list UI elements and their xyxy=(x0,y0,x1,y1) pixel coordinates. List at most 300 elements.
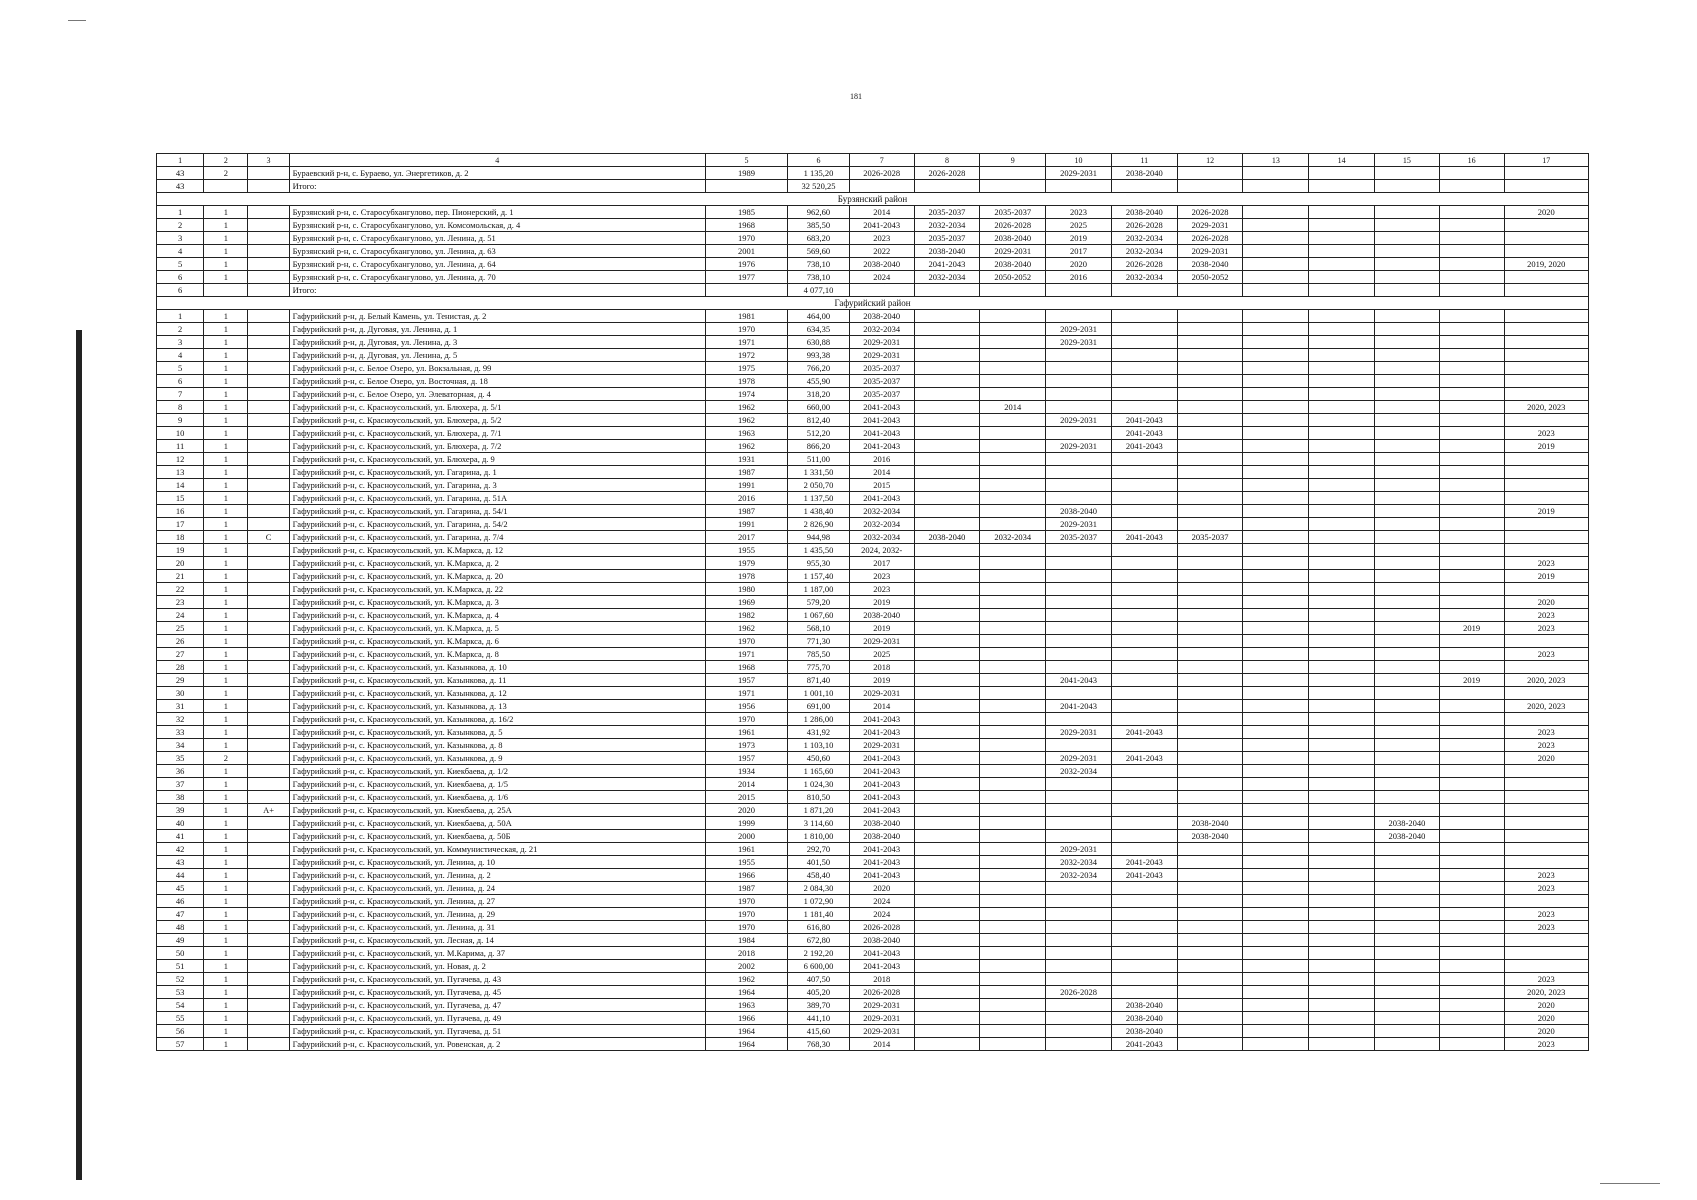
table-cell xyxy=(1243,856,1309,869)
table-cell xyxy=(1375,388,1440,401)
address-cell: Гафурийский р-н, с. Красноусольский, ул. Киекбаева, д. 50Б xyxy=(289,830,705,843)
table-cell xyxy=(1504,804,1588,817)
table-cell xyxy=(1111,713,1177,726)
table-cell xyxy=(1309,583,1375,596)
table-row xyxy=(157,648,1589,661)
table-cell: 20 xyxy=(157,557,204,570)
table-cell: 2029-2031 xyxy=(1177,219,1243,232)
table-cell xyxy=(1504,895,1588,908)
table-cell xyxy=(1243,531,1309,544)
table-cell: 27 xyxy=(157,648,204,661)
table-cell xyxy=(1309,856,1375,869)
table-cell: 2041-2043 xyxy=(849,713,914,726)
table-cell: 1 xyxy=(204,1012,248,1025)
table-cell xyxy=(1177,453,1243,466)
table-cell xyxy=(980,765,1046,778)
table-cell xyxy=(1504,219,1588,232)
table-cell xyxy=(248,1012,289,1025)
table-cell xyxy=(1243,648,1309,661)
table-cell xyxy=(980,596,1046,609)
table-cell xyxy=(980,661,1046,674)
table-cell xyxy=(1375,492,1440,505)
table-cell: 616,80 xyxy=(788,921,850,934)
table-cell xyxy=(248,661,289,674)
table-cell xyxy=(1177,791,1243,804)
table-cell xyxy=(1439,336,1504,349)
table-cell xyxy=(1375,687,1440,700)
address-cell: Гафурийский р-н, д. Белый Камень, ул. Тенистая, д. 2 xyxy=(289,310,705,323)
address-cell: Гафурийский р-н, с. Красноусольский, ул. Ленина, д. 24 xyxy=(289,882,705,895)
address-cell: Гафурийский р-н, с. Красноусольский, ул. Блюхера, д. 5/1 xyxy=(289,401,705,414)
table-cell xyxy=(1046,960,1112,973)
table-cell: 2018 xyxy=(849,973,914,986)
table-cell xyxy=(248,635,289,648)
table-cell xyxy=(248,856,289,869)
table-cell xyxy=(1504,778,1588,791)
table-cell xyxy=(1111,661,1177,674)
district-heading-row xyxy=(157,297,1589,310)
table-cell xyxy=(980,921,1046,934)
table-cell xyxy=(1375,167,1440,180)
table-cell xyxy=(914,895,980,908)
table-cell: 52 xyxy=(157,973,204,986)
table-cell: 2014 xyxy=(849,1038,914,1051)
table-cell xyxy=(1439,648,1504,661)
table-cell xyxy=(1046,778,1112,791)
table-cell xyxy=(980,336,1046,349)
table-cell: 2026-2028 xyxy=(1046,986,1112,999)
table-cell: 1962 xyxy=(705,414,787,427)
table-cell xyxy=(248,674,289,687)
table-cell: 2029-2031 xyxy=(849,739,914,752)
table-cell: 2041-2043 xyxy=(914,258,980,271)
table-cell: 2038-2040 xyxy=(1111,1025,1177,1038)
table-cell: 2050-2052 xyxy=(980,271,1046,284)
table-cell xyxy=(1243,791,1309,804)
table-cell xyxy=(1309,687,1375,700)
address-cell: Гафурийский р-н, с. Красноусольский, ул. К.Маркса, д. 4 xyxy=(289,609,705,622)
table-cell xyxy=(980,752,1046,765)
empty-cell xyxy=(1046,284,1112,297)
table-cell xyxy=(1046,921,1112,934)
table-cell: 1977 xyxy=(705,271,787,284)
column-number-cell: 14 xyxy=(1309,154,1375,167)
table-cell xyxy=(1111,986,1177,999)
table-row xyxy=(157,700,1589,713)
empty-cell xyxy=(1177,180,1243,193)
table-row xyxy=(157,895,1589,908)
table-cell xyxy=(1243,362,1309,375)
table-cell: 2041-2043 xyxy=(849,414,914,427)
table-cell: 1968 xyxy=(705,661,787,674)
table-cell xyxy=(980,713,1046,726)
table-row xyxy=(157,375,1589,388)
table-row xyxy=(157,596,1589,609)
table-cell xyxy=(1243,609,1309,622)
table-row xyxy=(157,934,1589,947)
address-cell: Гафурийский р-н, с. Красноусольский, ул. Казынкова, д. 11 xyxy=(289,674,705,687)
table-cell: 2029-2031 xyxy=(1046,518,1112,531)
table-cell xyxy=(1375,1025,1440,1038)
table-cell xyxy=(1046,453,1112,466)
table-row xyxy=(157,999,1589,1012)
empty-cell xyxy=(849,180,914,193)
table-cell: 2 xyxy=(157,219,204,232)
table-cell xyxy=(1243,583,1309,596)
table-cell xyxy=(1309,596,1375,609)
table-cell: 2023 xyxy=(1504,726,1588,739)
table-cell: 2024 xyxy=(849,895,914,908)
table-cell xyxy=(1439,466,1504,479)
table-cell xyxy=(1309,1025,1375,1038)
table-cell xyxy=(248,453,289,466)
table-cell: 1 xyxy=(204,804,248,817)
table-cell xyxy=(914,999,980,1012)
table-cell: 1955 xyxy=(705,856,787,869)
table-cell xyxy=(1309,388,1375,401)
table-cell: 34 xyxy=(157,739,204,752)
table-cell xyxy=(1111,362,1177,375)
table-cell: 1971 xyxy=(705,648,787,661)
table-cell xyxy=(1243,167,1309,180)
table-cell: 1 xyxy=(204,505,248,518)
table-cell xyxy=(1375,752,1440,765)
table-cell xyxy=(980,947,1046,960)
table-cell xyxy=(1046,609,1112,622)
address-cell: Гафурийский р-н, с. Красноусольский, ул. Ленина, д. 10 xyxy=(289,856,705,869)
table-cell xyxy=(1243,687,1309,700)
table-cell: 1 871,20 xyxy=(788,804,850,817)
table-cell xyxy=(1375,791,1440,804)
table-cell xyxy=(1177,882,1243,895)
table-cell xyxy=(980,999,1046,1012)
table-cell xyxy=(1243,401,1309,414)
table-cell xyxy=(1046,791,1112,804)
table-cell xyxy=(980,609,1046,622)
district-heading: Бурзянский район xyxy=(157,193,1589,206)
table-cell: 1 438,40 xyxy=(788,505,850,518)
table-cell xyxy=(248,271,289,284)
table-cell xyxy=(1439,947,1504,960)
table-cell xyxy=(1243,518,1309,531)
table-cell xyxy=(914,856,980,869)
table-cell xyxy=(1177,505,1243,518)
table-cell: 1 xyxy=(204,232,248,245)
table-cell xyxy=(1375,362,1440,375)
table-cell xyxy=(980,440,1046,453)
table-cell: 1 435,50 xyxy=(788,544,850,557)
table-row xyxy=(157,960,1589,973)
table-cell xyxy=(248,583,289,596)
table-cell xyxy=(1504,245,1588,258)
empty-cell xyxy=(914,180,980,193)
table-cell: 1 xyxy=(204,466,248,479)
table-cell: 2029-2031 xyxy=(849,999,914,1012)
table-cell xyxy=(1309,609,1375,622)
table-cell xyxy=(248,713,289,726)
table-cell xyxy=(1375,427,1440,440)
table-cell: 10 xyxy=(157,427,204,440)
table-cell xyxy=(980,492,1046,505)
table-cell: 2022 xyxy=(849,245,914,258)
table-cell: 1 xyxy=(204,453,248,466)
table-cell: 2001 xyxy=(705,245,787,258)
table-cell xyxy=(1439,882,1504,895)
table-cell: 431,92 xyxy=(788,726,850,739)
table-cell xyxy=(1309,752,1375,765)
table-cell xyxy=(1504,375,1588,388)
table-cell xyxy=(1504,271,1588,284)
table-cell xyxy=(1046,661,1112,674)
table-cell xyxy=(1111,453,1177,466)
table-cell xyxy=(1504,232,1588,245)
address-cell: Гафурийский р-н, с. Красноусольский, ул. Киекбаева, д. 1/2 xyxy=(289,765,705,778)
empty-cell xyxy=(914,284,980,297)
table-cell: 2020 xyxy=(1504,596,1588,609)
table-cell xyxy=(1177,609,1243,622)
column-number-cell: 4 xyxy=(289,154,705,167)
table-cell xyxy=(1111,739,1177,752)
table-cell xyxy=(914,492,980,505)
address-cell: Гафурийский р-н, с. Красноусольский, ул. Ровенская, д. 2 xyxy=(289,1038,705,1051)
table-cell xyxy=(1439,934,1504,947)
table-cell xyxy=(914,973,980,986)
table-cell: 1 xyxy=(204,817,248,830)
table-cell xyxy=(1375,804,1440,817)
table-cell xyxy=(1243,336,1309,349)
table-cell xyxy=(1177,765,1243,778)
table-cell xyxy=(914,375,980,388)
address-cell: Бурзянский р-н, с. Старосубхангулово, ул. Ленина, д. 63 xyxy=(289,245,705,258)
table-cell xyxy=(1243,752,1309,765)
table-cell xyxy=(1243,882,1309,895)
table-row xyxy=(157,232,1589,245)
table-cell: 2014 xyxy=(849,466,914,479)
table-row xyxy=(157,336,1589,349)
table-cell: 511,00 xyxy=(788,453,850,466)
total-count-cell: 6 xyxy=(157,284,204,297)
table-cell xyxy=(980,635,1046,648)
table-cell: 2038-2040 xyxy=(849,609,914,622)
table-cell xyxy=(1504,947,1588,960)
table-cell: 2029-2031 xyxy=(849,336,914,349)
table-cell xyxy=(1309,505,1375,518)
table-cell: 29 xyxy=(157,674,204,687)
table-cell xyxy=(980,518,1046,531)
table-cell xyxy=(1111,492,1177,505)
table-cell xyxy=(1439,778,1504,791)
table-cell: 2032-2034 xyxy=(849,505,914,518)
table-cell xyxy=(1177,960,1243,973)
table-cell xyxy=(914,1038,980,1051)
table-cell: 1962 xyxy=(705,973,787,986)
table-cell xyxy=(914,427,980,440)
address-cell: Бурзянский р-н, с. Старосубхангулово, пер. Пионерский, д. 1 xyxy=(289,206,705,219)
table-cell xyxy=(1439,349,1504,362)
table-cell: 2038-2040 xyxy=(1375,830,1440,843)
table-cell: 2041-2043 xyxy=(849,843,914,856)
table-cell: 4 xyxy=(157,245,204,258)
table-cell xyxy=(1177,622,1243,635)
table-cell: 1 xyxy=(204,401,248,414)
table-cell xyxy=(1504,479,1588,492)
table-cell xyxy=(248,882,289,895)
table-cell xyxy=(1177,544,1243,557)
table-cell xyxy=(248,973,289,986)
table-cell xyxy=(1243,921,1309,934)
table-cell xyxy=(1439,401,1504,414)
table-cell xyxy=(1375,453,1440,466)
table-cell xyxy=(1243,479,1309,492)
empty-cell xyxy=(1111,284,1177,297)
table-cell xyxy=(1111,947,1177,960)
table-cell: 2041-2043 xyxy=(849,856,914,869)
table-cell xyxy=(1243,219,1309,232)
table-cell: 6 xyxy=(157,375,204,388)
table-cell xyxy=(1243,232,1309,245)
table-cell xyxy=(1111,973,1177,986)
table-cell: 2 xyxy=(157,323,204,336)
table-row xyxy=(157,804,1589,817)
table-cell xyxy=(1177,479,1243,492)
table-cell: 2026-2028 xyxy=(1111,219,1177,232)
table-cell xyxy=(1111,765,1177,778)
table-cell xyxy=(248,843,289,856)
table-cell: 1 165,60 xyxy=(788,765,850,778)
table-cell: 2020, 2023 xyxy=(1504,674,1588,687)
table-cell xyxy=(248,778,289,791)
table-cell: 15 xyxy=(157,492,204,505)
table-cell xyxy=(1243,492,1309,505)
table-cell: 2020 xyxy=(1504,1012,1588,1025)
table-cell xyxy=(1439,323,1504,336)
table-cell xyxy=(914,713,980,726)
table-cell xyxy=(1177,986,1243,999)
table-cell xyxy=(248,440,289,453)
table-cell: 1978 xyxy=(705,570,787,583)
table-cell: 871,40 xyxy=(788,674,850,687)
table-cell xyxy=(1046,349,1112,362)
table-cell xyxy=(1243,739,1309,752)
table-cell: 812,40 xyxy=(788,414,850,427)
total-area-cell: 4 077,10 xyxy=(788,284,850,297)
table-cell xyxy=(1375,674,1440,687)
table-cell xyxy=(980,986,1046,999)
table-cell: 1 xyxy=(204,791,248,804)
table-row xyxy=(157,440,1589,453)
table-cell xyxy=(1439,999,1504,1012)
table-cell xyxy=(1375,440,1440,453)
table-cell: 1 xyxy=(204,1038,248,1051)
table-row xyxy=(157,713,1589,726)
table-cell xyxy=(1439,427,1504,440)
table-cell xyxy=(914,908,980,921)
table-cell xyxy=(1439,271,1504,284)
table-cell xyxy=(1111,674,1177,687)
table-cell: 2014 xyxy=(980,401,1046,414)
table-row xyxy=(157,518,1589,531)
table-cell: 1957 xyxy=(705,674,787,687)
table-cell xyxy=(1046,479,1112,492)
table-cell xyxy=(914,505,980,518)
address-cell: Гафурийский р-н, с. Белое Озеро, ул. Вокзальная, д. 99 xyxy=(289,362,705,375)
table-row xyxy=(157,219,1589,232)
table-cell: С xyxy=(248,531,289,544)
table-cell: 2023 xyxy=(1504,648,1588,661)
table-cell xyxy=(1309,739,1375,752)
table-cell xyxy=(1309,349,1375,362)
table-cell: 1971 xyxy=(705,336,787,349)
table-cell: 1964 xyxy=(705,986,787,999)
table-cell: 11 xyxy=(157,440,204,453)
table-cell xyxy=(914,986,980,999)
table-cell: 2020, 2023 xyxy=(1504,401,1588,414)
table-cell: 1 xyxy=(204,713,248,726)
address-cell: Гафурийский р-н, с. Красноусольский, ул. Киекбаева, д. 25А xyxy=(289,804,705,817)
table-cell xyxy=(980,622,1046,635)
table-cell xyxy=(248,1025,289,1038)
table-cell xyxy=(1243,869,1309,882)
table-cell xyxy=(1111,466,1177,479)
table-cell xyxy=(980,362,1046,375)
table-row xyxy=(157,882,1589,895)
table-cell xyxy=(980,557,1046,570)
table-cell: 672,80 xyxy=(788,934,850,947)
table-cell: 2038-2040 xyxy=(1177,817,1243,830)
table-cell: 2020, 2023 xyxy=(1504,700,1588,713)
table-cell xyxy=(248,362,289,375)
table-cell xyxy=(1375,609,1440,622)
table-cell: 1 xyxy=(204,609,248,622)
address-cell: Гафурийский р-н, с. Красноусольский, ул. К.Маркса, д. 6 xyxy=(289,635,705,648)
table-cell xyxy=(1504,583,1588,596)
table-cell: 37 xyxy=(157,778,204,791)
table-cell xyxy=(1309,700,1375,713)
table-cell: 2032-2034 xyxy=(1111,271,1177,284)
table-cell xyxy=(914,557,980,570)
empty-cell xyxy=(980,284,1046,297)
table-cell xyxy=(1177,440,1243,453)
address-cell: Гафурийский р-н, с. Красноусольский, ул. Казынкова, д. 9 xyxy=(289,752,705,765)
table-cell: 993,38 xyxy=(788,349,850,362)
table-cell: 40 xyxy=(157,817,204,830)
table-cell xyxy=(248,1038,289,1051)
table-cell: 2 xyxy=(204,167,248,180)
table-cell: 1962 xyxy=(705,440,787,453)
table-cell: 5 xyxy=(157,258,204,271)
table-cell: 1970 xyxy=(705,635,787,648)
table-cell: 2023 xyxy=(1504,557,1588,570)
table-cell xyxy=(1375,1012,1440,1025)
table-cell xyxy=(1046,622,1112,635)
table-cell xyxy=(1309,258,1375,271)
table-cell: 2029-2031 xyxy=(849,1025,914,1038)
address-cell: Гафурийский р-н, с. Красноусольский, ул. Казынкова, д. 10 xyxy=(289,661,705,674)
table-row xyxy=(157,258,1589,271)
table-cell xyxy=(1309,661,1375,674)
column-number-cell: 2 xyxy=(204,154,248,167)
table-cell: 2026-2028 xyxy=(849,921,914,934)
table-cell xyxy=(1111,583,1177,596)
table-cell xyxy=(1111,336,1177,349)
table-cell xyxy=(1111,557,1177,570)
table-cell xyxy=(1177,362,1243,375)
table-cell: 48 xyxy=(157,921,204,934)
table-cell: 1 xyxy=(204,518,248,531)
table-cell xyxy=(1243,1025,1309,1038)
table-cell: 385,50 xyxy=(788,219,850,232)
table-cell xyxy=(248,323,289,336)
